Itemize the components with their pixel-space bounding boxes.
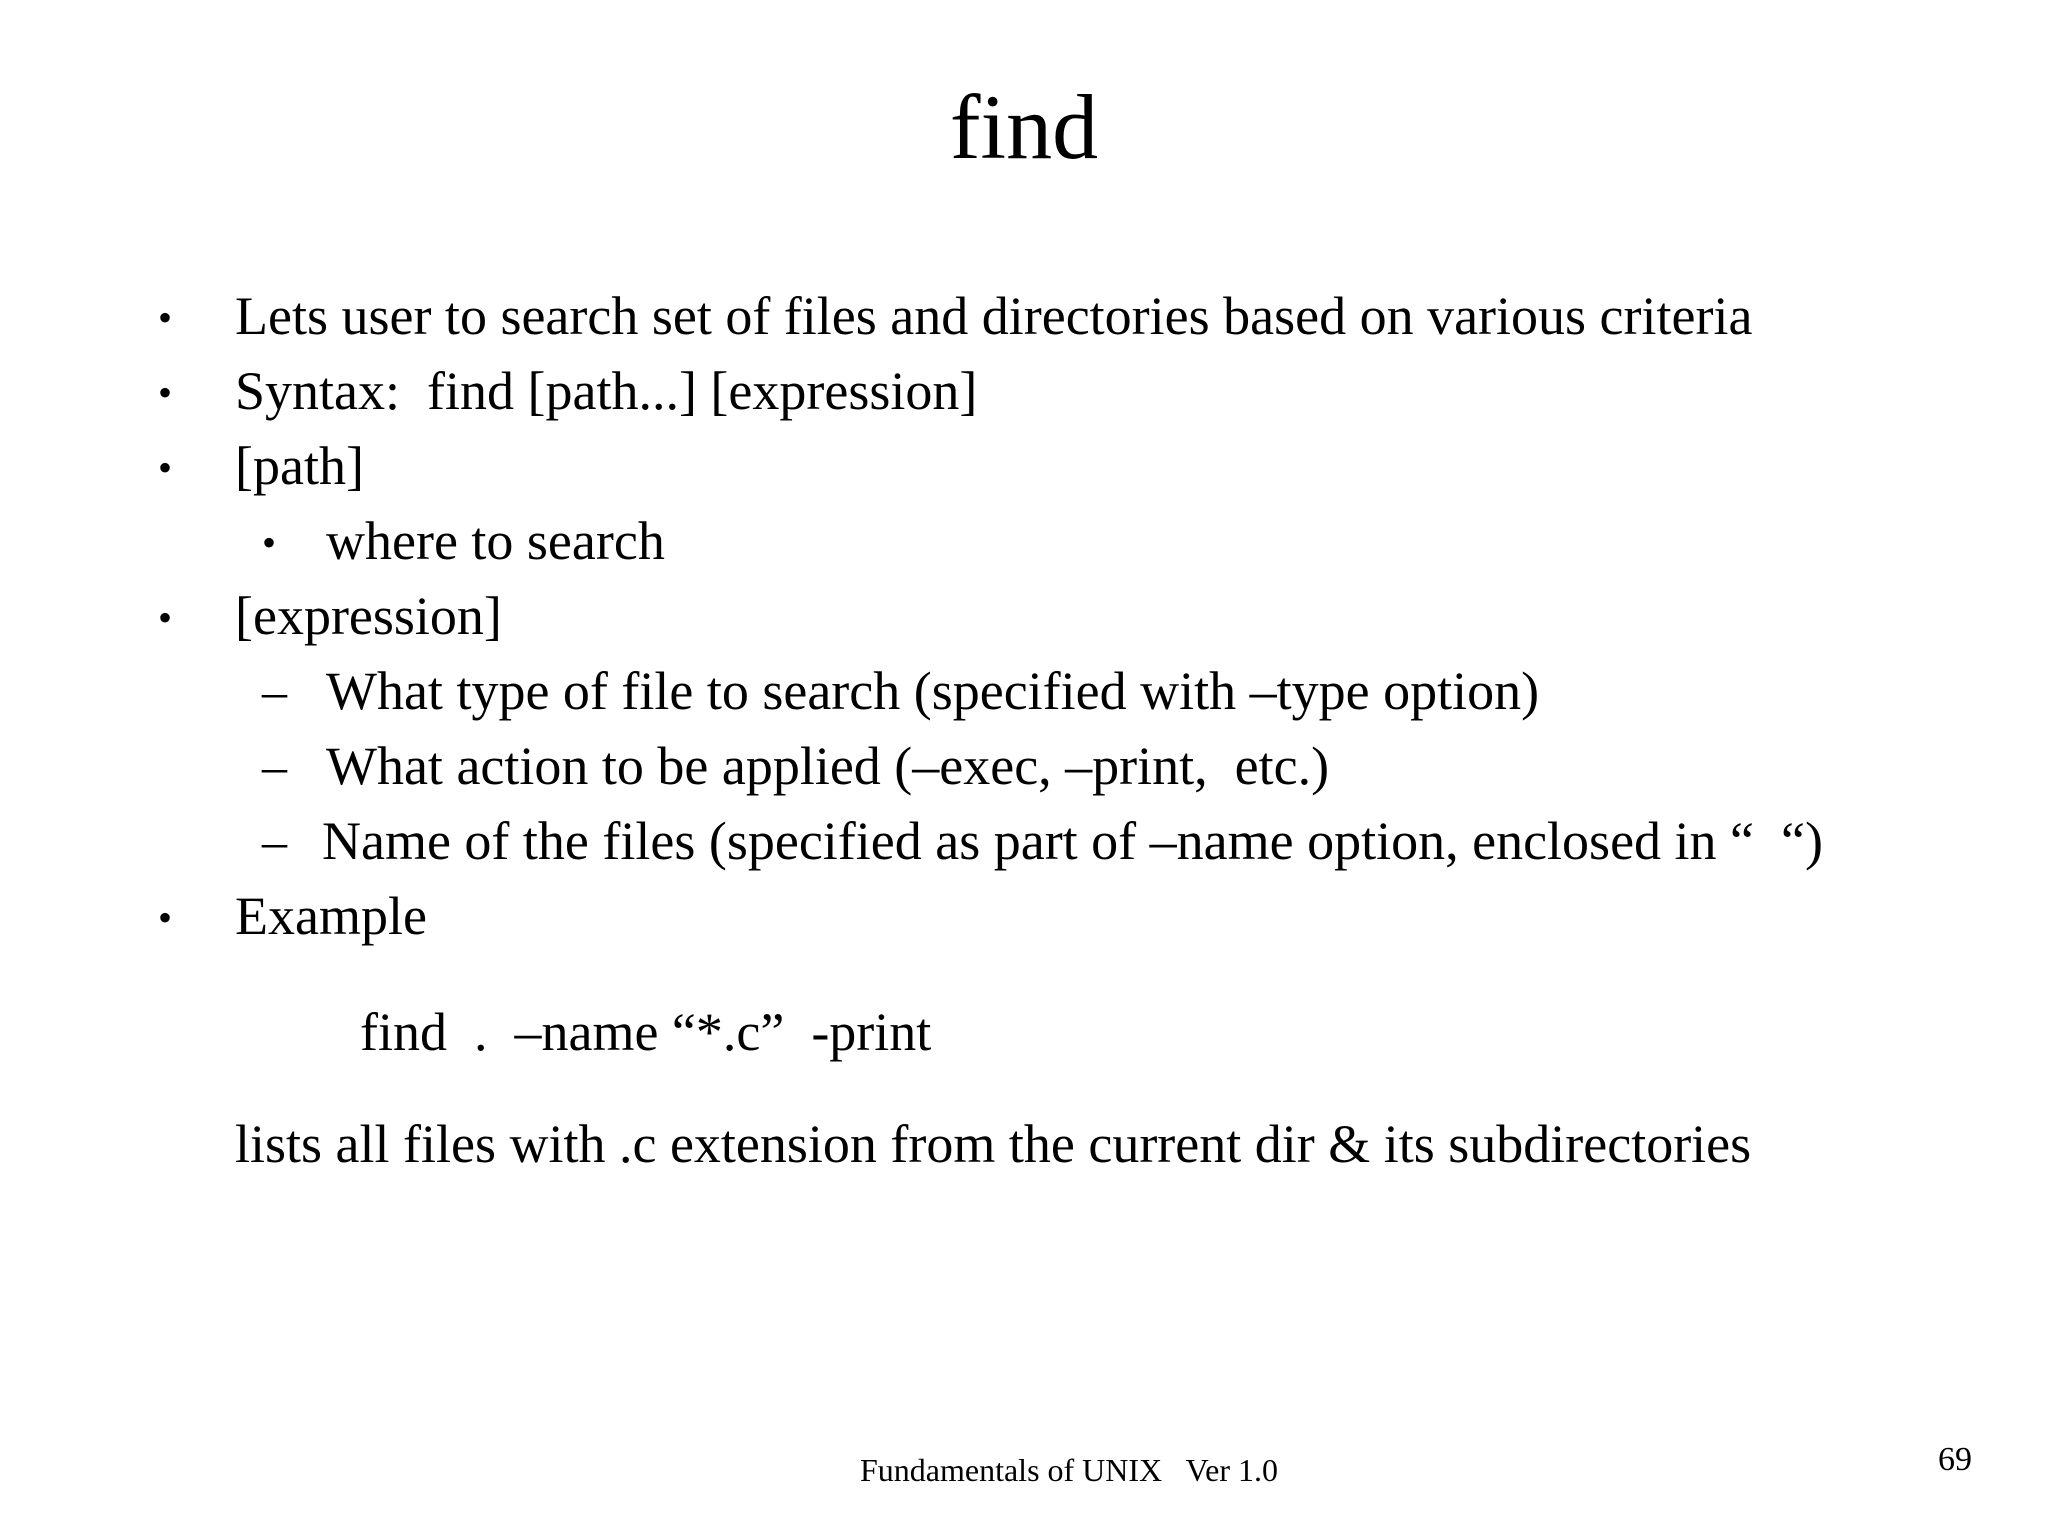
bullet-icon: •	[158, 295, 173, 340]
expression-sub-item: What action to be applied (–exec, –print, etc.)	[326, 736, 1330, 796]
bullet-icon: •	[158, 370, 173, 415]
bullet-description: Lets user to search set of files and directories based on various criteria	[235, 286, 1753, 346]
example-description: lists all files with .c extension from the current dir & its subdirectories	[235, 1114, 1752, 1174]
expression-sub-item: Name of the files (specified as part of –name option, enclosed in “ “)	[322, 811, 1823, 871]
page-number: 69	[1938, 1441, 1972, 1478]
sub-bullet-icon: •	[262, 520, 277, 565]
dash-icon: –	[262, 813, 287, 869]
bullet-icon: •	[158, 445, 173, 490]
slide-footer: Fundamentals of UNIX Ver 1.0	[859, 1452, 1278, 1488]
bullet-path: [path]	[235, 436, 364, 496]
bullet-icon: •	[158, 595, 173, 640]
bullet-example: Example	[235, 886, 427, 946]
path-sub-item: where to search	[326, 511, 665, 571]
dash-icon: –	[262, 738, 287, 794]
bullet-icon: •	[158, 895, 173, 940]
bullet-syntax: Syntax: find [path...] [expression]	[235, 361, 978, 421]
example-command: find . –name “*.c” -print	[360, 1002, 932, 1062]
slide-title: find	[949, 76, 1099, 178]
expression-sub-item: What type of file to search (specified with –type option)	[326, 661, 1540, 721]
bullet-expression: [expression]	[235, 586, 502, 646]
dash-icon: –	[262, 663, 287, 719]
